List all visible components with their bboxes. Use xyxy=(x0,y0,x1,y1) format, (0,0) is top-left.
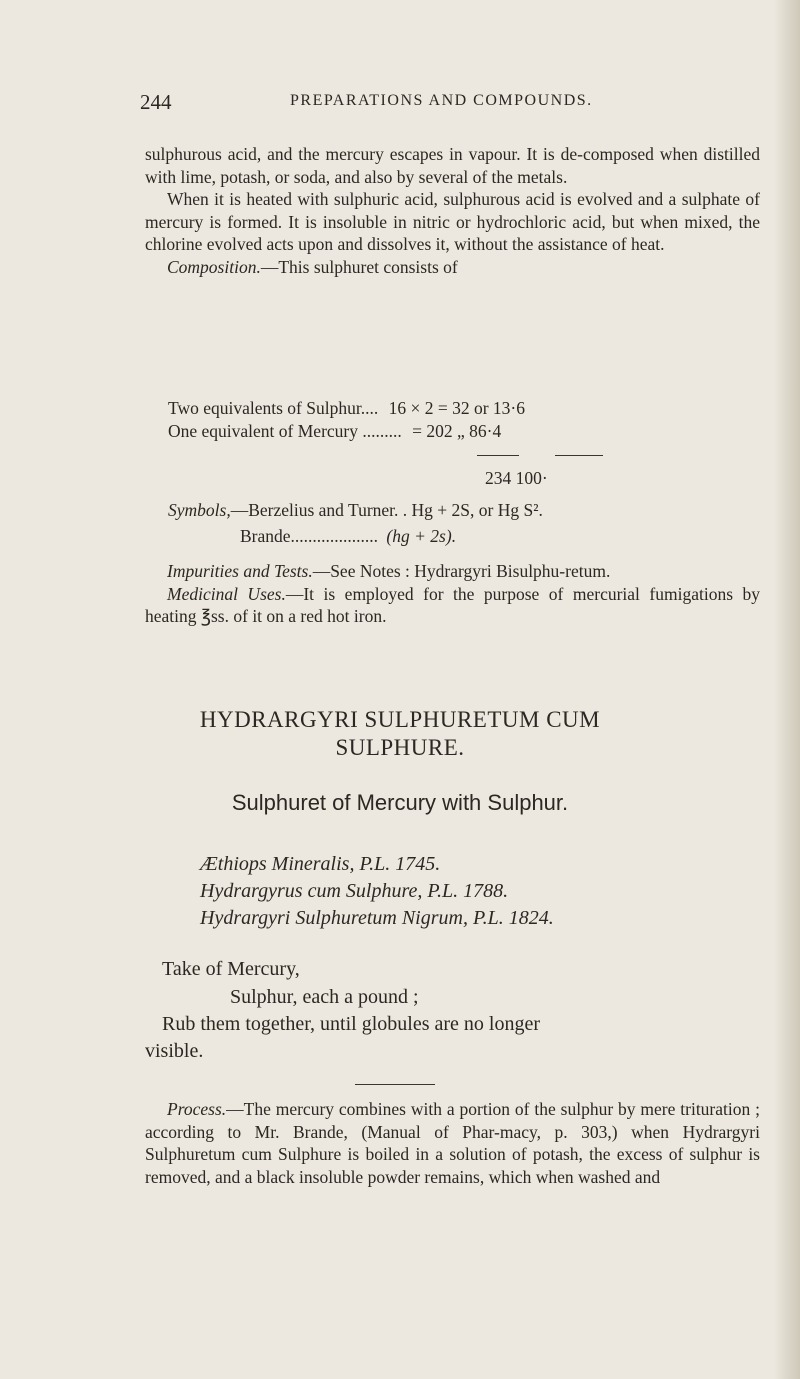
sum-rule-right xyxy=(555,455,603,456)
recipe-line-2: Sulphur, each a pound ; xyxy=(230,986,419,1008)
medicinal-label: Medicinal Uses. xyxy=(167,583,286,604)
row2-label: One equivalent of Mercury ......... xyxy=(168,421,402,441)
recipe-line-1: Take of Mercury, xyxy=(162,958,300,980)
impurities-paragraph xyxy=(145,560,760,583)
brande-formula: (hg + 2s). xyxy=(386,526,457,546)
process-body: —The mercury combines with a portion of the sulphur by mere trituration ; according to Mr. Brande, (Manual of Phar-macy, p. 303,) when Hydrargyri Sulphuretum cum Sulphure is boiled in a solution of potash, the excess of sulphur is removed, and a black insoluble powder remains, which when washed and xyxy=(145,1099,760,1187)
medicinal-paragraph xyxy=(145,583,760,628)
synonym-2: Hydrargyrus cum Sulphure, P.L. 1788. xyxy=(200,880,509,902)
impurities-label: Impurities and Tests. xyxy=(167,561,313,581)
page-edge-shadow xyxy=(774,0,800,1379)
recipe-line-4: visible. xyxy=(145,1040,204,1062)
composition-text: —This sulphuret consists of xyxy=(260,256,458,277)
running-head: PREPARATIONS AND COMPOUNDS. xyxy=(290,92,593,109)
row1-label: Two equivalents of Sulphur.... xyxy=(168,398,379,418)
recipe-line-3: Rub them together, until globules are no longer xyxy=(162,1013,541,1035)
table-total: 234 100· xyxy=(485,468,548,488)
synonym-1: Æthiops Mineralis, P.L. 1745. xyxy=(200,853,441,875)
process-text xyxy=(145,1098,760,1188)
section-heading-line1: HYDRARGYRI SULPHURETUM CUM xyxy=(199,707,601,732)
paragraph-1: sulphurous acid, and the mercury escapes in vapour. It is de-composed when distilled with lime, potash, or soda, and also by several of the metals. xyxy=(145,144,760,187)
process-paragraph xyxy=(145,1098,760,1188)
symbols-text: —Berzelius and Turner. . Hg + 2S, or Hg S². xyxy=(230,500,543,520)
opening-text xyxy=(145,143,760,278)
section-heading-line2: SULPHURE. xyxy=(335,735,465,760)
brande-line xyxy=(240,526,456,547)
medicinal-text: —It is employed for the purpose of mercurial fumigations by heating ℥ss. of it on a red hot iron. xyxy=(145,583,760,626)
row2-calc: = 202 „ 86·4 xyxy=(412,421,502,441)
composition-label: Composition. xyxy=(167,256,261,277)
section-subheading: Sulphuret of Mercury with Sulphur. xyxy=(231,790,569,815)
table-row-mercury xyxy=(168,421,501,442)
brande-text: Brande.................... xyxy=(240,526,379,546)
section-divider xyxy=(355,1084,435,1085)
page-number: 244 xyxy=(140,90,172,114)
sum-rule-left xyxy=(477,455,519,456)
composition-paragraph xyxy=(145,256,760,279)
impurities-text: —See Notes : Hydrargyri Bisulphu-retum. xyxy=(312,561,611,581)
paragraph-2: When it is heated with sulphuric acid, sulphurous acid is evolved and a sulphate of mercury is formed. It is insoluble in nitric or hydrochloric acid, but when mixed, the chlorine evolved acts upon and dissolves it, without the assistance of heat. xyxy=(145,189,760,254)
process-label: Process. xyxy=(167,1099,227,1119)
table-row-sulphur xyxy=(168,398,525,419)
symbols-label: Symbols, xyxy=(168,500,231,520)
row1-calc: 16 × 2 = 32 or 13·6 xyxy=(388,398,525,418)
synonym-3: Hydrargyri Sulphuretum Nigrum, P.L. 1824. xyxy=(200,907,554,929)
notes-text xyxy=(145,560,760,628)
symbols-line xyxy=(168,500,543,521)
